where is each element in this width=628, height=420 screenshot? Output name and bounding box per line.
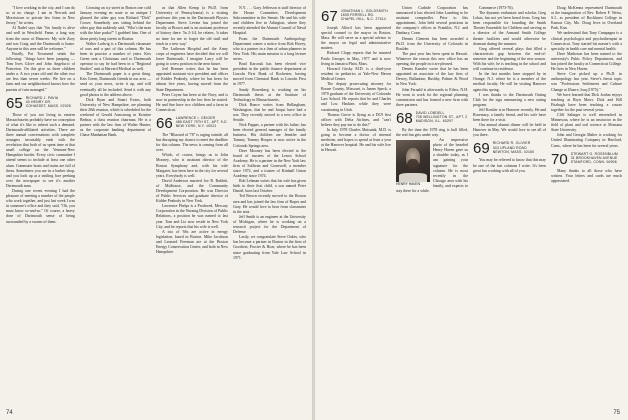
paragraph: Many thanks to all those who have written. Your letters and cards are much appreciated. [551,168,622,183]
paragraph: John Fernald is afterwards to Eilers, N.H. He went to work for the regional planning commission and has formed a new firm with three partners. [396,87,468,107]
paragraph: The dynamic enthusiast and scholar, Greg Lokas, has not yet been heard from. Greg has been responsible for founding the Smith Theater Ensemble for Children and serving as a director of the Armand Smith College theater facilities and would otherwise be dormant during the summer. [473,11,546,46]
class-number: 67 [321,8,338,25]
paragraph: The deputy prosecuting attorney for Boone County, Missouri, is James Speck, a 1970 graduate of the University of Colorado Law School. He reports that he and Charles and Lou Haskins while they were vacationing in Utah. [321,82,391,112]
paragraph: David Anderson married Joe R. Babbitt, of Mulhouse, and the Community Development Corporation. He was Director of Public Services and graduate director of Kidder Peabody in New York. [156,178,228,204]
class-secretary-name: DAVID LOBDELL [415,110,445,115]
paragraph: Thomas Grove is flying as a DC9 first officer with Delta Airlines, and "can't believe they pay me to do this!" [321,112,391,127]
paragraph: Lawrence Phelps is a Produced, Mercury Corporation in the Nursing Division of Public Relations, a position he was named to last year. Tom and Liz now reside in New York City, and he reports that his wife is well. [156,204,228,229]
class-number: 70 [551,150,568,168]
paragraph: Al Nadel says that "his family is alive and well in Westfield. Fame, a long way from the snow of Hanover. My wife Zoey and son Craig and the Dartmouth is home. Anyone in this area will be welcome." [6,26,75,51]
paragraph: Which, of course, brings us to John Mooney, who is assistant director of the Boston Symphony and, with his wife Margaret, has been here in the city for several years. Everybody is well. [156,153,228,178]
class-number: 68 [396,109,413,127]
paragraph: N.Y. . . . Gary Jefferson is staff director of the House Committee, Development Subcommittee in the Senate. He and his wife and children live in Arlington, where they recently attended the Alumni Council of Naval Hospital. [233,6,306,36]
paragraph: In July 1978 Charles Matsutak, M.D. is going to become a doctor of internal medicine, and hopes to spend at least a year at the Hanover hospital. He and his wife live in Hawaii. [321,127,391,153]
page-number-right: 75 [613,410,620,416]
paragraph: Commerce (1973-76). [479,6,514,10]
paragraph: The "Blizzard of '78" is raging outside, all but disrupting my chance to meet the deadline for this column. The news is coming from all over. [156,132,228,153]
paragraph: Doug McKenna represented Dartmouth at the inauguration of Rev. Robert F. Weiss, S.J., as president of Rockhurst College in Kansas City, Mo. Doug lives in Overland Park, Kan. [551,6,622,31]
paragraph: John and Georgia Maher is working for United Illuminating Company in Hartford, Conn., where he has been for several years. [551,133,622,148]
paragraph: "I love working in the city, and I can do so at no charge. I am in Newark and Morristown to private law firms in New Jersey," he writes. [6,6,75,26]
paragraph: Jeff Smith is an engineer at the University of Michigan, where he is working on a research project for the Department of Defense. [233,214,306,235]
paragraph: Dave Mooney has been elected to the board of trustees of the Lenox School Academy. He is a partner in the New York law firm of Sullivan and Cromwell, a member since 1972, and a trustee of Kimball Union Academy since 1974. [233,148,306,179]
paragraph: Joseph Alford has been appointed special counsel to the mayor in Boston, Mass. He will serve as a special advisor to the mayor on legal and administrative matters. [321,26,391,51]
paragraph: We have learned that Dick Jordan enjoys teaching at Bryn Mawr. Dick and Bill Fitzhugh have been teaching a course together for the past several years. [551,92,622,112]
class-header [473,141,546,156]
paragraph: Union Carbide Corporation has announced it has elected John Lumbing to be assistant comptroller. Prior to this appointment, John held several positions in the company's offices in Franklin, N.J. and Danbury, Conn. [396,6,468,36]
class-secretary-address: 40 HENRY DR. COHASSET, MASS. 02025 [25,99,71,108]
paragraph: Our annual alumni dinner will be held in Hanover in May. We would love to see all of you there. [473,123,546,138]
paragraph: Dennis Clement has been awarded a Ph.D. from the University of Colorado in Boulder. [396,36,468,51]
paragraph: The Lutheran Hospital and the Army corps of engineers have decided that we will leave Dartmouth. I imagine Larry will be going to a new position in the near future. [156,46,228,67]
right-column-3 [473,6,546,406]
paragraph: Joel Brenner writes that he has been appointed assistant vice president and officer of Kidder Peabody, where he has been for almost five years, having moved from the State Department. [156,67,228,92]
paragraph: Dave Matheson has been named to the university's Pubic Policy Department, and has joined the faculty at Connecticut College. He lives in New Haven. [551,51,622,72]
portrait-photo [396,140,430,186]
paragraph: Crossing an icy street in Boston one cold January evening en route to an antique I glanced the other guy was Richard "Dick" Crowe, Somebody was sitting behind the other guy that suddenly said, "Who's the man with the blue parka?" I grabbed him. One of those pretty long streets in Boston. [80,6,151,41]
paragraph: The Dartmouth paper is a great thing. Kris Green, Dartmouth friends in our area — send us your news, write it up, and will eventually all be included. Send it with any good photos to the address above. [80,72,151,97]
class-header [551,152,622,167]
paragraph: I was thanks to the Dartmouth Outing Club for the sign announcing a new outing program. [473,92,546,107]
paragraph: Howard Girsky M.D. is a third-year resident in pediatrics at Yale-New Haven Medical Center. [321,66,391,81]
class-header [321,9,391,24]
left-page [0,0,312,420]
paragraph: Brad Karcouk has been elected vice president in the public finance department at Lincoln First Bank of Rochester, having moved from Chemical Bank to Lincoln First in 1977. [233,62,306,87]
paragraph: Greg offered several plays that filled a characteristic gap between the end-of-semester and the beginning of the new season. With his wife, he is teaching in the school and will continue in residence. [473,46,546,72]
class-header [396,111,468,126]
paragraph: as that Allen Kemp (a Ph.D. from University of Pennsylvania) is a visiting professor this year in the Dartmouth Physics Department. Steve Levine has joined the faculty at Brown and is an assistant professor of history there. 'In 2-1/4, he relates, 'it takes no time for me to forget the old stuff and teach in a new way.' [156,6,228,46]
paragraph: We understand that Tony Campagna is a clinical psychologist and psychotherapist in Connecticut. Tony started his master's with a specialty in health care and mental health. [551,31,622,51]
paragraph: Bob Lehman writes that his wife has given birth to their first child, a son named Peter Daniel, born last October. [233,179,306,194]
class-secretary-name: RICHARD J. PAVIA [25,95,59,100]
class-number: 69 [473,140,490,158]
paragraph: Steve Coe picked up a Ph.D. in anthropology last year. Steve's thesis topic was "Professions Settlement and Culture Change at Ubarre, Iraq (1975)." [551,72,622,92]
right-column-1 [321,6,391,406]
paragraph: The past year has been spent in Hawaii. Whatever the reason this new office has an opening, the people in it are pleased. [396,51,468,67]
page-number-left: 74 [6,410,13,416]
paragraph: Ted Brown recently moved to the Boston area and has joined the law firm of Ropes and Gray. He would love to hear from classmates in the area. [233,194,306,214]
paragraph: Dennis Kanzler wrote that he has been appointed an associate of the law firm of Dewey, Ballantine, Bushby, Palmer & Wood in New York. [396,67,468,87]
portrait-image [396,140,430,182]
paragraph: Jeff Kontler is in Hanover recently. He and Rosemary, a family friend, and his wife have been there for a visit. [473,107,546,123]
left-column-2 [80,6,151,406]
paragraph: Cliff Salinger is well entrenched in Minnesota, where he is an instructor in the field of plant and soil science at Montana State University. [551,112,622,133]
left-column-4 [233,6,306,406]
class-secretary-address: 485 EAST 79TH ST., APT. 9-D NEW YORK, N.Y. 10021 [175,120,227,129]
class-secretary-name: STEWART G. ROSENBLUM [570,151,618,156]
paragraph: Finally, Pat Townsend sends the following: "things have been jumping — Tom lives Glove and John Angelucci of Princeton. On this give us three children under a. A two years old and the other two are less than seven weeks. We live on a farm and our neighborhood knows how the parents of twin managed." [6,51,75,92]
class-secretary-name: LAWRENCE I. GEIGER [175,115,216,120]
class-secretary-name: JONATHAN L. GOLDSMITH [340,9,388,13]
paragraph: Those of you not living in eastern Massachusetts probably have no conception of what it's like to inherit such a demand. Dartmouth-affiliated activities. There are three annual conversations with complete strangers invariably ends with the revelation that both of us spent time at that small college on the Vermont-New Hampshire border. Every civic committee I attend seems to include at least one other alum. Commuter boats and trains are full of them. Sometimes you are in a barber shop, and you look up at a smiling face peeking over the newspaper to see it's another Dartmouth man. [6,112,75,188]
left-column-3 [156,6,228,406]
paragraph: Peter Coyne has been at the Navy, and is now in partnership in the law firm he started. He and Sue have two children and a farm in Connecticut. [156,92,228,112]
class-secretary-name: RICHARD R. OLIVIER [492,141,531,146]
paragraph: During one recent evening I had the pleasure of meeting a number of the people who work together, and just last week I was in someone's office and they said, "Oh, you must know so-and-so." Of course, a heavy dose of Dartmouth sense of being surrounded by a swarm of them. [6,189,75,224]
right-column-2 [396,6,468,406]
paragraph: A trio of '66s are active in energy legislation, based in Boston. Mike Jacobson and Leonard Freeman are at the Boston Energy Conservation Center, and both in New Hampshire. [156,229,228,255]
class-header [156,116,228,131]
class-number: 66 [156,114,173,132]
class-secretary-address: 1805 FERRELL RD. CHAPEL HILL, N.C. 27514 [340,13,386,22]
paragraph: In the last months have stopped by in Orange, N.J. where he is a member of the medical faculty. He will be visiting Hanover again this spring. [473,72,546,92]
paragraph: An impressive photo of the bearded Henry Haven gave us a shudder today, as I am gaining your signature for the column. He is most recently in the Chicago area with his family, and expects to stay there for a while. [396,138,468,193]
left-column-1 [6,6,75,406]
class-secretary-address: 708 WELLINGTON ST., APT. 2 MADISON, ILL. 60297 [415,115,468,124]
right-page [315,0,628,420]
paragraph: Walter Ludwig is a Dartmouth classmate of ours and a part of this column. He has been in practice a number of years. Kris Green sent a Christmas card to Dartmouth operator to say he had been in a "Regional Studies" unit at Harvard Medical as well. [80,41,151,72]
paragraph: Richard Clapp reports that he married Paula Georges in May, 1977 and is now living in Jamaica Plain, Mass. [321,51,391,66]
paragraph: By the time the 1978 ring is half filled, the real fun gets under way. [396,127,468,137]
class-secretary-address: 31 BROOKHAVEN AVENUE STAMFORD, CONN. 06906 [570,155,618,165]
paragraph: Nick Pappas, a partner with his father, has been elected general manager of the family business. His children are Jennifer and Tommy. Tommy Hooper is now active in the Colorado Springs area. [233,123,306,148]
class-header [6,96,75,111]
paragraph: Sandy Rosenberg is working on his Dartmouth thesis at the Institute of Technology in Massachusetts. [233,87,306,102]
photo-caption: HENRY HAVEN [396,182,421,187]
paragraph: Dick Ryan and Stuart Evans, both University of New Hampshire, are planning their 20th reunion, which is scheduled for the weekend of Gerald Armstrong in Kristine Bednar, a class reunion chairman. He is a partner with the law firm of Walter Hunter, as the corporate banking department of Chase Manhattan Bank. [80,97,151,138]
paragraph: From the Dartmouth Anthropology Department comes a notice from Bob Hovey, who is a partner in a firm of urban planners in New York. His main mission is a long lecture series. [233,36,306,61]
class-number: 65 [6,94,23,112]
class-secretary-address: 343 UPLAND ROAD NEWTON, MASS. 02160 [492,145,535,154]
right-column-4 [551,6,622,406]
paragraph: Dick Bunce writes from Bellingham, Washington, that he and Jacqui have had a son. They recently moved to a new office in Seattle. [233,102,306,123]
paragraph: You may be relieved to know that this may be one of the last columns I write. It's been great fun working with all of you. [473,158,546,173]
paragraph: Lastly, we congratulate Steve Oakes, who has become a partner in Boston in the firm of Goodwin, Procter & Hoar, where he has been since graduating from Yale Law School in 1971. [233,235,306,260]
